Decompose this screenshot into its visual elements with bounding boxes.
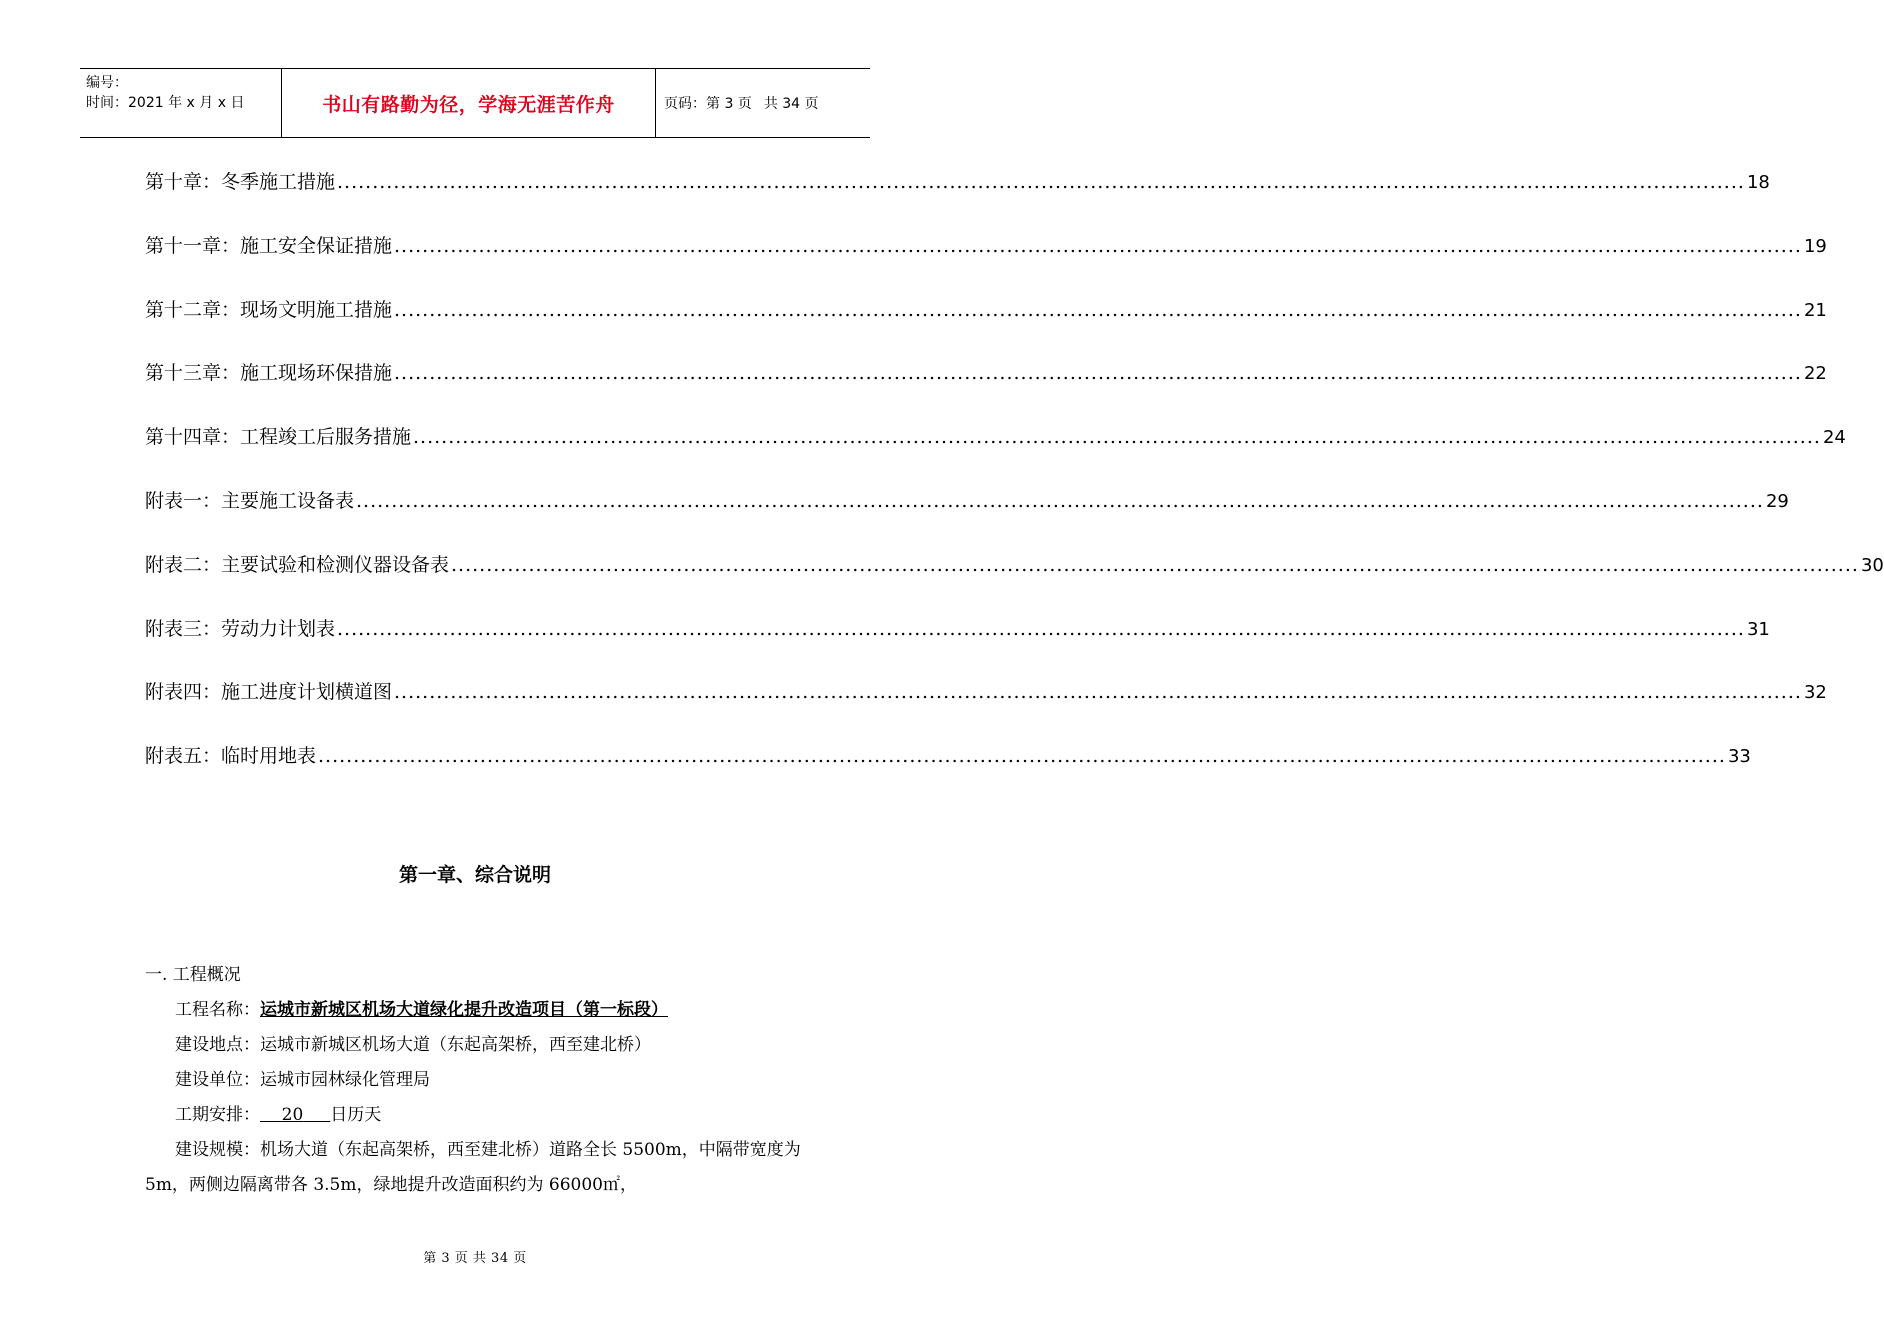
- toc-entry[interactable]: [145, 550, 1884, 614]
- project-location-line: [145, 1028, 810, 1063]
- project-name-value: 运城市新城区机场大道绿化提升改造项目（第一标段）: [260, 1000, 668, 1020]
- project-location-label: 建设地点：: [175, 1035, 260, 1055]
- toc-entry-title: 附表二：主要试验和检测仪器设备表: [145, 553, 450, 576]
- toc-leader-dots: ........................................................................................................................................................................................................: [394, 681, 1802, 704]
- project-unit-value: 运城市园林绿化管理局: [260, 1070, 430, 1090]
- toc-leader-dots: ........................................................................................................................................................................................................: [394, 234, 1802, 257]
- toc-entry[interactable]: [145, 422, 1846, 486]
- toc-leader-dots: ........................................................................................................................................................................................................: [337, 617, 1745, 640]
- page-footer: 第 3 页 共 34 页: [423, 1251, 527, 1266]
- toc-entry-page: 30: [1860, 554, 1884, 576]
- toc-leader-dots: ........................................................................................................................................................................................................: [318, 745, 1726, 768]
- toc-entry-title: 附表五：临时用地表: [145, 745, 317, 768]
- toc-entry-title: 附表四：施工进度计划横道图: [145, 681, 393, 704]
- toc-entry[interactable]: [145, 486, 1789, 550]
- toc-entry[interactable]: [145, 741, 1751, 805]
- project-unit-line: [145, 1063, 810, 1098]
- toc-leader-dots: ........................................................................................................................................................................................................: [356, 489, 1764, 512]
- toc-entry-page: 33: [1727, 746, 1751, 768]
- header-page-info: [656, 69, 870, 137]
- project-location-value: 运城市新城区机场大道（东起高架桥，西至建北桥）: [260, 1035, 651, 1055]
- project-period-value: 20: [281, 1105, 304, 1125]
- header-motto-cell: [282, 69, 656, 137]
- time-label: 时间：2021 年 x 月 x 日: [86, 95, 245, 111]
- toc-leader-dots: ........................................................................................................................................................................................................: [394, 298, 1802, 321]
- toc-leader-dots: ........................................................................................................................................................................................................: [394, 362, 1802, 385]
- toc-entry-title: 第十四章：工程竣工后服务措施: [145, 426, 412, 449]
- project-name-label: 工程名称：: [175, 1000, 260, 1020]
- toc-entry-title: 第十二章：现场文明施工措施: [145, 298, 393, 321]
- document-body: [145, 957, 810, 1203]
- toc-entry-title: 第十三章：施工现场环保措施: [145, 362, 393, 385]
- project-period-label: 工期安排：: [175, 1105, 260, 1125]
- toc-entry[interactable]: [145, 167, 1770, 231]
- toc-entry-page: 29: [1765, 490, 1789, 512]
- toc-entry-page: 32: [1803, 682, 1827, 704]
- toc-entry-title: 第十一章：施工安全保证措施: [145, 234, 393, 257]
- toc-entry-title: 第十章：冬季施工措施: [145, 171, 336, 193]
- total-label: 共 34 页: [763, 96, 819, 112]
- toc-entry[interactable]: [145, 358, 1827, 422]
- toc-entry[interactable]: [145, 677, 1827, 741]
- toc-entry-title: 附表一：主要施工设备表: [145, 489, 355, 512]
- toc-entry-title: 附表三：劳动力计划表: [145, 617, 336, 640]
- toc-leader-dots: ........................................................................................................................................................................................................: [337, 171, 1745, 193]
- chapter-title: 第一章、综合说明: [398, 864, 551, 886]
- toc-entry-page: 18: [1746, 172, 1770, 193]
- toc-entry-page: 31: [1746, 618, 1770, 640]
- header-motto: 书山有路勤为径，学海无涯苦作舟: [322, 93, 615, 116]
- toc-entry[interactable]: [145, 614, 1770, 678]
- toc-entry-page: 24: [1822, 427, 1846, 449]
- toc-leader-dots: ........................................................................................................................................................................................................: [451, 553, 1859, 576]
- number-label: 编号：: [86, 75, 128, 91]
- toc-entry[interactable]: [145, 231, 1827, 295]
- project-scale-label: 建设规模：: [175, 1140, 260, 1160]
- toc-entry-page: 22: [1803, 363, 1827, 385]
- toc-entry-page: 21: [1803, 299, 1827, 321]
- page-label: 页码：第 3 页: [664, 96, 752, 112]
- project-period-suffix: 日历天: [330, 1105, 382, 1125]
- project-scale-value: 机场大道（东起高架桥，西至建北桥）道路全长 5500m，中隔带宽度为 5m，两侧边隔离带各 3.5m，绿地提升改造面积约为 66000㎡，: [145, 1140, 801, 1195]
- toc-leader-dots: ........................................................................................................................................................................................................: [413, 426, 1821, 449]
- project-period-line: [145, 1098, 810, 1133]
- header-meta: [80, 69, 282, 137]
- section-title: 一. 工程概况: [145, 965, 241, 985]
- project-name-line: [145, 993, 810, 1028]
- table-of-contents: [145, 167, 1884, 805]
- toc-entry-page: 19: [1803, 235, 1827, 257]
- project-scale-line: [145, 1133, 810, 1203]
- project-unit-label: 建设单位：: [175, 1070, 260, 1090]
- page-header: [80, 68, 870, 138]
- toc-entry[interactable]: [145, 295, 1827, 359]
